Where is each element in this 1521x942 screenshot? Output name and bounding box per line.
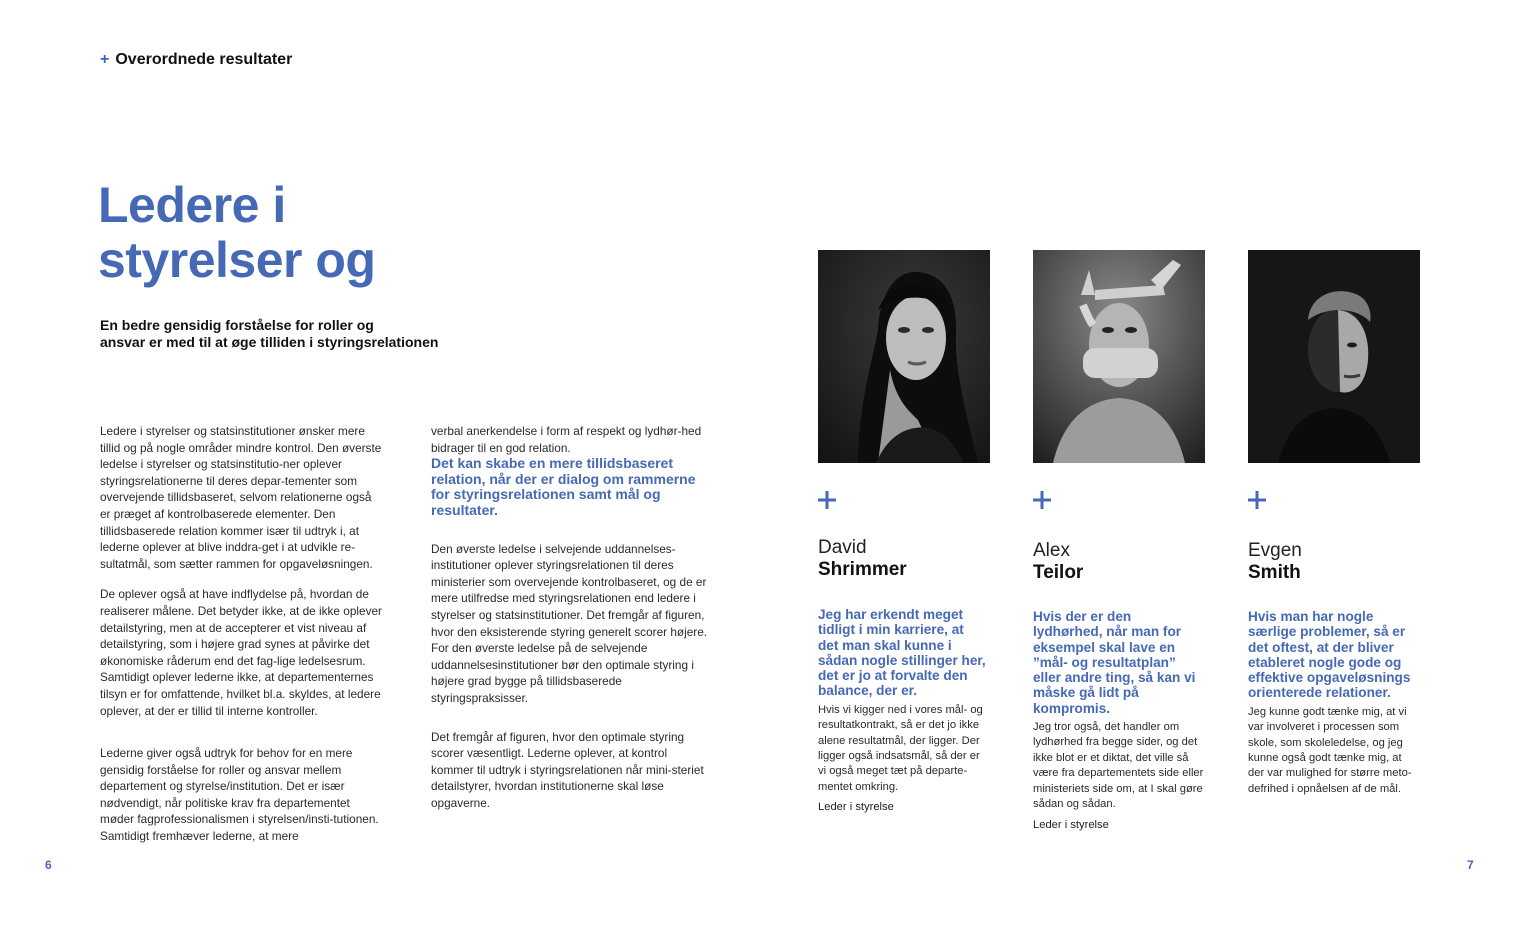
body-paragraph: Den øverste ledelse i selvejende uddannelses-institutioner oplever styringsrelationen til deres ministerier som overvejende kontrolbaseret, og de er mere utilfredse med styringsrelationen end ledere i styrelser og statsinstitutioner. Det fremgår af figuren, hvor den eksisterende styring generelt scorer højere. For den øverste ledelse på de selvejende uddannelsesinstitutioner bør den optimale styring i højere grad bygge på tillidsbaserede styringspraksisser. <box>431 541 708 705</box>
body-paragraph: Det fremgår af figuren, hvor den optimale styring scorer væsentligt. Lederne oplever, at kontrol kommer til udtryk i styringsrelationen når mini-steriet detailstyrer, hvordan institutionerne skal løse opgaverne. <box>431 729 704 810</box>
portrait-photo <box>818 250 990 463</box>
body-paragraph: Ledere i styrelser og statsinstitutioner ønsker mere tillid og på nogle områder mindre kontrol. Den øverste ledelse i styrelser og statsinstitutio-ner oplever styringsrelationerne til deres depar-tementer som overvejende tillidsbaseret, selvom relationerne også er præget af kontrolbaserede elementer. Den tillidsbaserede relation kommer især til udtryk i, at lederne oplever at blive inddra-get i at udvikle re-sultatmål, som sætter rammen for opgaveløsningen. <box>100 424 382 571</box>
plus-icon <box>1033 491 1209 523</box>
body-paragraph: verbal anerkendelse i form af respekt og lydhør-hed bidrager til en god relation. <box>431 424 702 455</box>
section-label-text: Overordnede resultater <box>115 51 293 68</box>
person-first-name: David <box>818 537 867 558</box>
person-quote: Hvis der er den lydhørhed, når man for eksempel skal lave en ”mål- og resultatplan” eller andre ting, så kan vi måske gå lidt på kompromis. <box>1033 609 1196 716</box>
person-role: Leder i styrelse <box>818 801 894 814</box>
plus-icon <box>1248 491 1424 523</box>
body-paragraph: Lederne giver også udtryk for behov for en mere gensidig forståelse for roller og ansvar mellem departement og styrelse/institution. Det er især nødvendigt, når politiske krav fra departementet møder fagprofessionalismen i styrelsen/insti-tutionen. Samtidigt fremhæver lederne, at mere <box>100 746 379 844</box>
page-title-line-2: styrelser og <box>98 232 376 288</box>
person-last-name: Shrimmer <box>818 559 907 580</box>
page-number-right: 7 <box>1467 858 1474 872</box>
pull-quote: Det kan skabe en mere tillidsbaseret relation, når der er dialog om rammerne for styringsrelationen samt mål og resultater. <box>431 455 696 518</box>
person-quote: Hvis man har nogle særlige problemer, så er det oftest, at der bliver etableret nogle gode og effektive opgaveløsnings orienterede relationer. <box>1248 609 1411 701</box>
person-last-name: Teilor <box>1033 562 1084 583</box>
page-title <box>98 178 518 288</box>
portrait-photo <box>1248 250 1420 463</box>
person-first-name: Alex <box>1033 540 1070 561</box>
person-statement: Jeg tror også, det handler om lydhørhed fra begge sider, og det ikke blot er et diktat, det ville så være fra departementets side eller ministeriets side om, at I skal gøre sådan og sådan. <box>1033 721 1204 811</box>
person-quote: Jeg har erkendt meget tidligt i min karriere, at det man skal kunne i sådan nogle stillinger her, det er jo at forvalte den balance, der er. <box>818 607 986 699</box>
page-subtitle <box>100 317 500 351</box>
person-last-name: Smith <box>1248 562 1301 583</box>
body-column-right <box>431 423 709 811</box>
body-column-left <box>100 423 385 845</box>
person-first-name: Evgen <box>1248 540 1302 561</box>
portrait-photo <box>1033 250 1205 463</box>
subtitle-line-2: ansvar er med til at øge tilliden i styringsrelationen <box>100 334 439 350</box>
person-role: Leder i styrelse <box>1033 818 1109 831</box>
portrait-man-shadow-icon <box>1248 250 1420 463</box>
person-card-evgen <box>1248 250 1424 797</box>
person-card-alex <box>1033 250 1209 833</box>
portrait-man-hands-icon <box>1033 250 1205 463</box>
person-statement: Hvis vi kigger ned i vores mål- og resultatkontrakt, så er det jo ikke alene resultatmål, der ligger. Der ligger også indsatsmål, så der er vi også meget tæt på departe-mentet omkring. <box>818 703 983 793</box>
portrait-woman-icon <box>818 250 990 463</box>
plus-icon <box>818 491 994 523</box>
subtitle-line-1: En bedre gensidig forståelse for roller og <box>100 317 374 333</box>
plus-icon: + <box>100 51 110 68</box>
page-title-line-1: Ledere i <box>98 177 286 233</box>
person-statement: Jeg kunne godt tænke mig, at vi var involveret i processen som skole, som skoleledelse, og jeg kunne også godt tænke mig, at der var mulighed for større meto-defrihed i opnåelsen af de mål. <box>1248 705 1412 795</box>
person-card-david <box>818 250 994 815</box>
body-paragraph: De oplever også at have indflydelse på, hvordan de realiserer målene. Det betyder ikke, at de ikke oplever detailstyring, men at de accepterer et vist niveau af detailstyring, som i højere grad synes at påvirke det økonomiske råderum end det fag-lige ledelsesrum. Samtidigt oplever lederne ikke, at departementernes tilsyn er for omfattende, hvilket bl.a. skyldes, at ledere oplever, at der er tillid til interne kontroller. <box>100 587 382 718</box>
page-number-left: 6 <box>45 858 52 872</box>
section-label <box>100 51 292 69</box>
